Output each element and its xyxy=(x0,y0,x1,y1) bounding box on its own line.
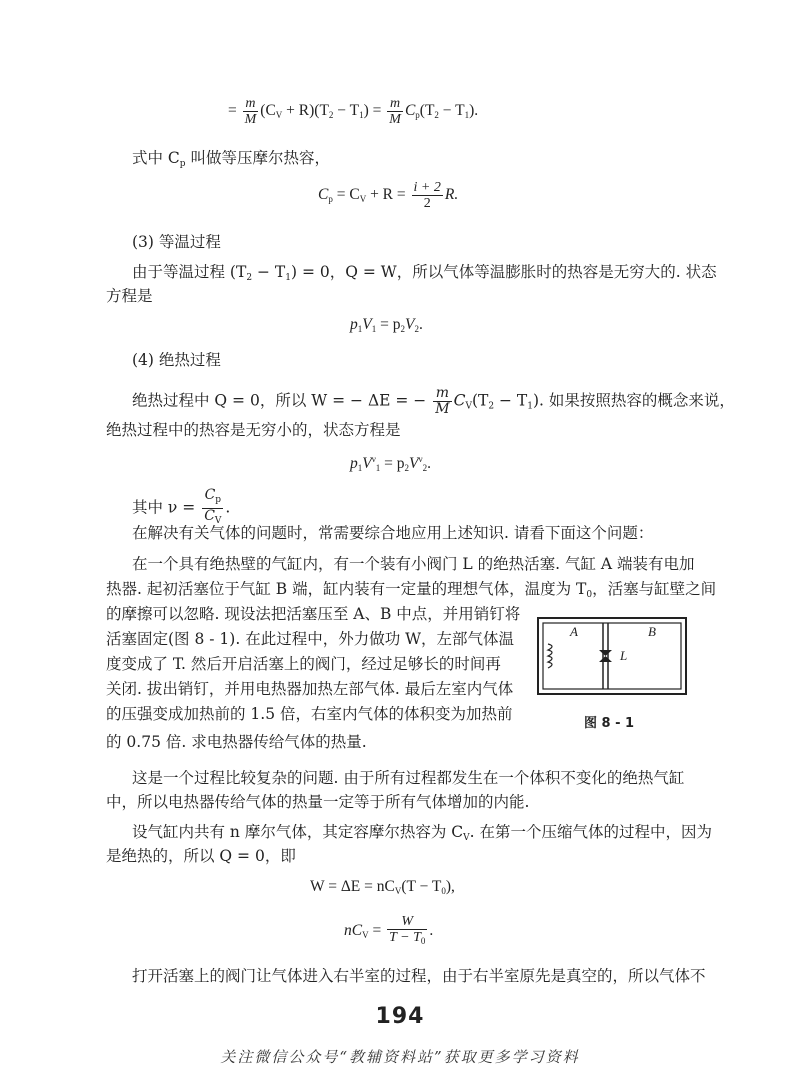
cp-intro: 式中 $C_p$ 叫做等压摩尔热容， xyxy=(132,149,330,169)
isothermal-text-2: 方程是 xyxy=(106,287,153,305)
valve-icon xyxy=(599,650,612,662)
setup-line-1: 设气缸内共有 n 摩尔气体，其定容摩尔热容为 $C_V$. 在第一个压缩气体的过程中，因为 xyxy=(132,823,712,843)
setup-line-2: 是绝热的，所以 Q = 0，即 xyxy=(106,847,296,865)
paragraph-intro-problem: 在解决有关气体的问题时，常需要综合地应用上述知识. 请看下面这个问题： xyxy=(132,524,654,542)
figure-cylinder xyxy=(536,616,688,698)
footer-watermark: 关注微信公众号“教辅资料站”获取更多学习资料 xyxy=(220,1048,580,1066)
problem-line-6: 关闭. 拔出销钉，并用电热器加热左部气体. 最后左室内气体 xyxy=(106,680,514,698)
problem-line-4: 活塞固定(图 8 - 1). 在此过程中，外力做功 W，左部气体温 xyxy=(106,630,515,648)
heater-coil-icon xyxy=(548,644,552,668)
page-number: 194 xyxy=(375,1004,425,1029)
problem-line-7: 的压强变成加热前的 1.5 倍，右室内气体的体积变为加热前 xyxy=(106,705,513,723)
problem-line-8: 的 0.75 倍. 求电热器传给气体的热量. xyxy=(106,733,367,751)
adiabatic-text-1: 绝热过程中 Q = 0，所以 W = − ΔE = − $\frac{m}{M}$ $C_V(T_2 - T_1)$. 如果按照热容的概念来说， xyxy=(132,385,735,417)
valve-open-line: 打开活塞上的阀门让气体进入右半室的过程，由于右半室原先是真空的，所以气体不 xyxy=(132,967,706,985)
formula-cp-derivation: = $\frac{m}{M}$ $(C_V + R)(T_2 - T_1)$ = $\frac{m}{M}$ $C_p(T_2 - T_1)$. xyxy=(228,96,479,127)
formula-isothermal: $p_1V_1 = p_2V_2$. xyxy=(350,316,423,334)
cylinder-inner-wall xyxy=(543,623,681,689)
nu-definition: 其中 ν = $\frac{C_p}{C_V}$ . xyxy=(132,487,231,526)
adiabatic-text-2: 绝热过程中的热容是无穷小的，状态方程是 xyxy=(106,421,401,439)
figure-label-a: A xyxy=(570,624,578,639)
figure-label-l: L xyxy=(620,648,628,663)
isothermal-text-1: 由于等温过程 $(T_2 - T_1) = 0$，Q = W，所以气体等温膨胀时的热容是无穷大的. 状态 xyxy=(132,263,717,283)
figure-caption: 图 8 - 1 xyxy=(584,716,635,731)
analysis-line-2: 中，所以电热器传给气体的热量一定等于所有气体增加的内能. xyxy=(106,793,530,811)
heading-adiabatic: (4) 绝热过程 xyxy=(132,351,221,369)
formula-adiabatic: $p_1V^\nu_1 = p_2V^\nu_2$. xyxy=(350,454,431,473)
problem-line-1: 在一个具有绝热壁的气缸内，有一个装有小阀门 L 的绝热活塞. 气缸 A 端装有电加 xyxy=(132,555,695,573)
problem-line-3: 的摩擦可以忽略. 现设法把活塞压至 A、B 中点，并用销钉将 xyxy=(106,605,521,623)
problem-line-5: 度变成了 T. 然后开启活塞上的阀门，经过足够长的时间再 xyxy=(106,655,501,673)
figure-label-b: B xyxy=(648,624,656,639)
formula-ncv: $nC_V$ = $\frac{W}{T - T_0}$ . xyxy=(344,914,434,946)
analysis-line-1: 这是一个过程比较复杂的问题. 由于所有过程都发生在一个体积不变化的绝热气缸 xyxy=(132,769,685,787)
formula-cp: $C_p = C_V + R$ = $\frac{i + 2}{2}$ R. xyxy=(318,180,459,211)
cylinder-outer-wall xyxy=(538,618,686,694)
heading-isothermal: (3) 等温过程 xyxy=(132,233,221,251)
problem-line-2: 热器. 起初活塞位于气缸 B 端，缸内装有一定量的理想气体，温度为 $T_0$，活塞与缸壁之间 xyxy=(106,580,717,600)
formula-work: $W = \Delta E = nC_V(T - T_0)$, xyxy=(310,878,455,896)
